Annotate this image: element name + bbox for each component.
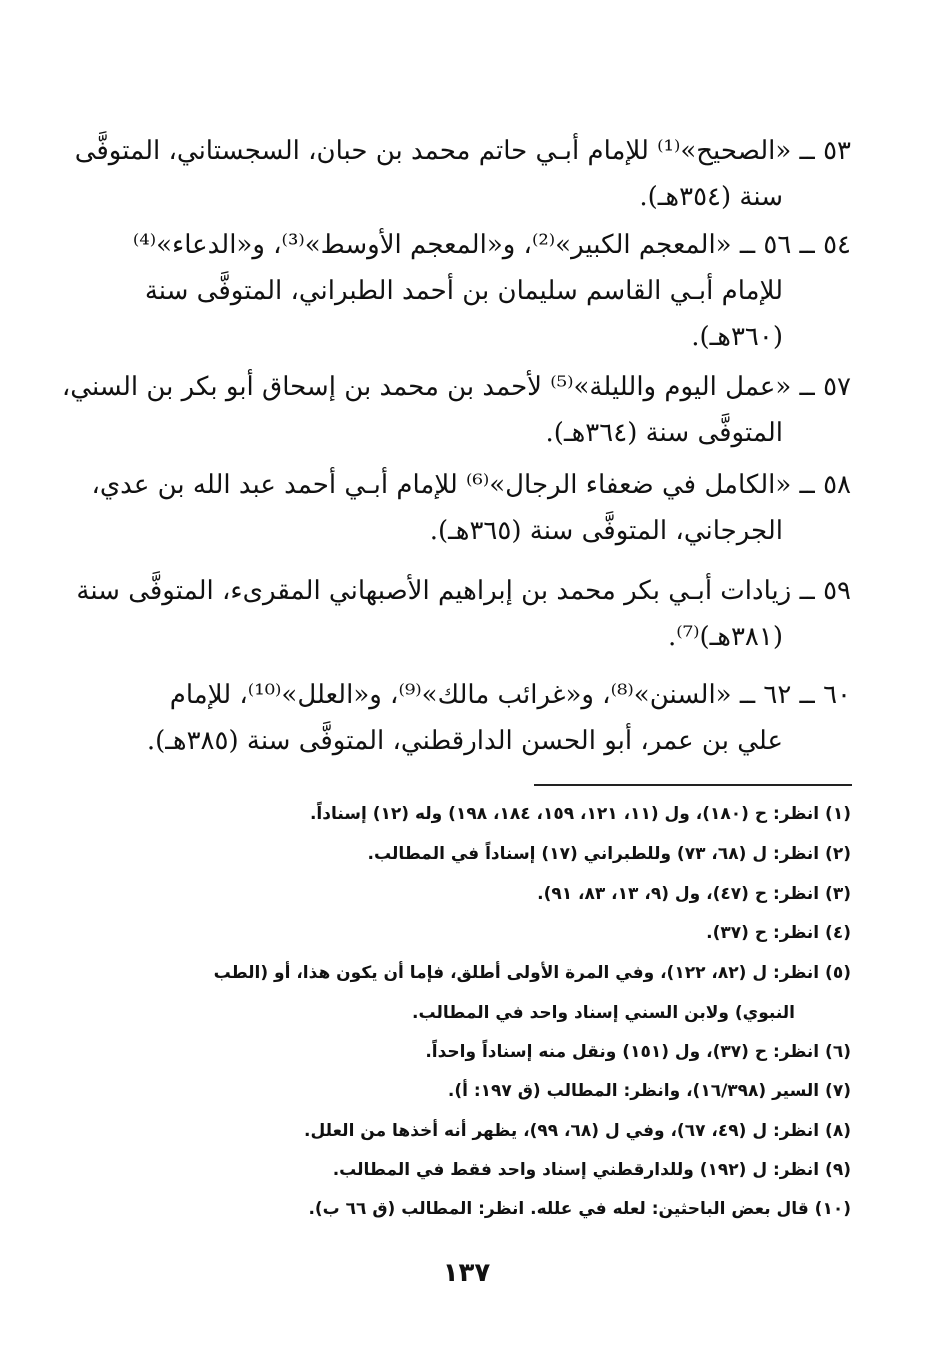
entry-line: سنة (٣٥٤هـ).: [639, 182, 783, 212]
entry-57: [61, 364, 851, 456]
footnote-line: (٥) انظر: ل (٨٢، ١٢٢)، وفي المرة الأولى أطلق، فإما أن يكون هذا، أو (الطب: [213, 963, 851, 983]
footnote-line: (٩) انظر: ل (١٩٢) وللدارقطني إسناد واحد فقط في المطالب.: [332, 1160, 851, 1180]
footnote-10: [131, 1189, 851, 1229]
entry-line: ٦٠ ــ ٦٢ ــ «السنن»⁽⁸⁾، و«غرائب مالك»⁽⁹⁾، و«العلل»⁽¹⁰⁾، للإمام: [169, 680, 851, 710]
entry-line: ٥٣ ــ «الصحيح»⁽¹⁾ للإمام أبـي حاتم محمد بن حبان، السجستاني، المتوفَّى: [74, 136, 851, 166]
entry-line: ٥٩ ــ زيادات أبـي بكر محمد بن إبراهيم الأصبهاني المقرىء، المتوفَّى سنة: [76, 576, 851, 606]
footnote-separator: [534, 784, 852, 786]
footnote-4: [131, 913, 851, 953]
footnote-line: (٣) انظر: ح (٤٧)، ول (٩، ١٣، ٨٣، ٩١).: [537, 884, 851, 904]
entry-line: ٥٨ ــ «الكامل في ضعفاء الرجال»⁽⁶⁾ للإمام أبـي أحمد عبد الله بن عدي،: [91, 470, 851, 500]
footnote-line: (٨) انظر: ل (٤٩، ٦٧)، وفي ل (٦٨، ٩٩)، يظهر أنه أخذها من العلل.: [304, 1121, 851, 1141]
entry-line: ٥٤ ــ ٥٦ ــ «المعجم الكبير»⁽²⁾، و«المعجم الأوسط»⁽³⁾، و«الدعاء»⁽⁴⁾: [132, 230, 851, 260]
footnote-line: النبوي) ولابن السني إسناد واحد في المطالب.: [412, 1003, 795, 1023]
entry-line: المتوفَّى سنة (٣٦٤هـ).: [545, 418, 783, 448]
footnote-line: (٢) انظر: ل (٦٨، ٧٣) وللطبراني (١٧) إسناداً في المطالب.: [367, 844, 851, 864]
entry-line: (٣٨١هـ)⁽⁷⁾.: [667, 622, 783, 652]
footnote-line: (٧) السير (١٦/٣٩٨)، وانظر: المطالب (ق ١٩٧: أ).: [447, 1081, 851, 1101]
footnote-line: (٦) انظر: ح (٣٧)، ول (١٥١) ونقل منه إسناداً واحداً.: [425, 1042, 851, 1062]
footnote-line: (٤) انظر: ح (٣٧).: [706, 923, 851, 943]
footnote-8: [131, 1111, 851, 1151]
page-number: ١٣٧: [442, 1258, 491, 1288]
footnote-3: [131, 874, 851, 914]
entry-58: [91, 462, 851, 554]
footnote-line: (١٠) قال بعض الباحثين: لعله في علله. انظر: المطالب (ق ٦٦ ب).: [308, 1199, 851, 1219]
entry-53: [74, 128, 851, 220]
entry-60-62: [131, 672, 851, 764]
footnote-6: [131, 1032, 851, 1072]
footnote-5: [131, 953, 851, 1033]
entry-line: علي بن عمر، أبو الحسن الدارقطني، المتوفَّى سنة (٣٨٥هـ).: [146, 726, 783, 756]
footnote-9: [131, 1150, 851, 1190]
footnote-7: [131, 1071, 851, 1111]
entry-54-56: [131, 222, 851, 360]
entry-line: (٣٦٠هـ).: [691, 322, 783, 352]
entry-59: [76, 568, 851, 660]
entry-line: الجرجاني، المتوفَّى سنة (٣٦٥هـ).: [429, 516, 783, 546]
entry-line: للإمام أبـي القاسم سليمان بن أحمد الطبراني، المتوفَّى سنة: [144, 276, 783, 306]
footnote-line: (١) انظر: ح (١٨٠)، ول (١١، ١٢١، ١٥٩، ١٨٤، ١٩٨) وله (١٢) إسناداً.: [309, 804, 851, 824]
footnote-2: [131, 834, 851, 874]
footnote-1: [131, 794, 851, 834]
entry-line: ٥٧ ــ «عمل اليوم والليلة»⁽⁵⁾ لأحمد بن محمد بن إسحاق أبو بكر بن السني،: [61, 372, 851, 402]
